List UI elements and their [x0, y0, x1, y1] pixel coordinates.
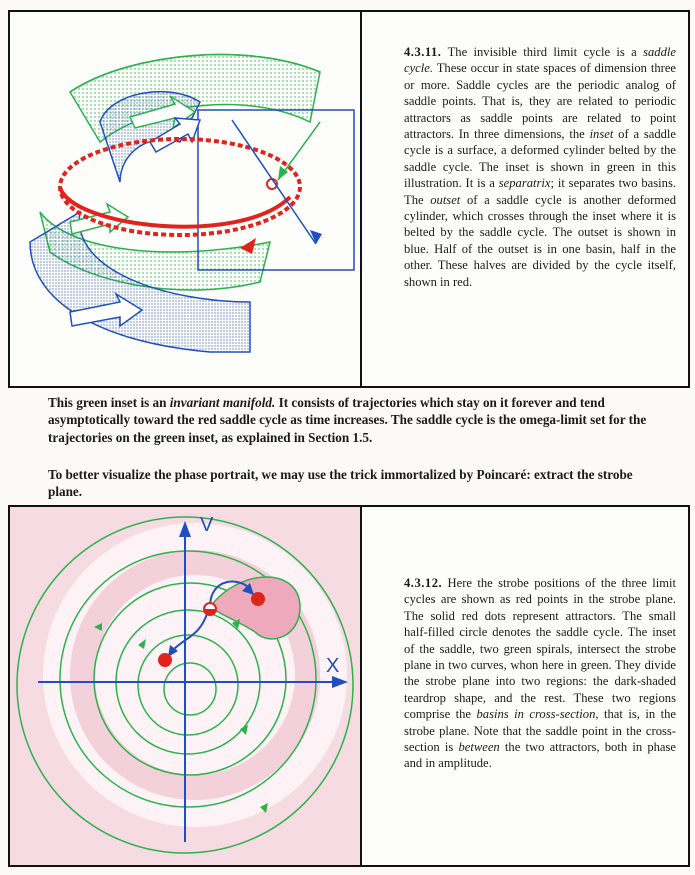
- attractor-lower: [158, 653, 172, 667]
- text-run: This green inset is an: [48, 395, 170, 410]
- figure-label: 4.3.11.: [404, 45, 442, 59]
- figure-4-3-12-panel: [8, 505, 690, 867]
- saddle-cycle-drawing: [10, 12, 360, 386]
- caption-text: [404, 45, 676, 289]
- strobe-plane-drawing: [10, 507, 360, 865]
- text-run: saddle cycle.: [404, 45, 676, 76]
- figure-4-3-11-caption: [404, 44, 676, 290]
- saddle-cycle-illustration: [10, 12, 362, 386]
- figure-label: 4.3.12.: [404, 576, 443, 590]
- text-run: basins in cross-section,: [476, 707, 599, 722]
- text-run: that is, in the strobe plane. Note that the saddle point in the cross-section is: [404, 707, 676, 755]
- text-run: of a saddle cycle is a surface, a deformed cylinder belted by the saddle cycle. The inset is shown in green in this illustration. It is a: [404, 127, 677, 191]
- text-run: These occur in state spaces of dimension three or more. Saddle cycles are the periodic analog of saddle points. That is, they are related to periodic attractors as saddle points are related to point attractors. In three dimensions, the: [404, 61, 676, 142]
- text-run: The invisible third limit cycle is a: [447, 45, 644, 59]
- body-paragraph-invariant-manifold: [48, 394, 660, 446]
- body-paragraph-strobe-plane: [48, 466, 660, 501]
- text-run: the two attractors, both in phase and in amplitude.: [404, 740, 676, 771]
- caption-text: [404, 576, 676, 770]
- text-run: Here the strobe positions of the three limit cycles are shown as red points in the strobe plane. The solid red dots represent attractors. The small half-filled circle denotes the saddle cycle. The inset of the saddle, two green spirals, intersect the strobe plane in two curves, whon here in green. They divide the strobe plane into two regions: the dark-shaded teardrop shape, and the rest. These two regions comprise the: [404, 576, 676, 722]
- figure-4-3-11-panel: [8, 10, 690, 388]
- text-run: of a saddle cycle is another deformed cylinder, which crosses through the inset where it is belted by the saddle cycle. The outset is shown in blue. Half of the outset is in one basin, half in the other. These halves are divided by the cycle itself, shown in red.: [404, 192, 676, 289]
- text-run: invariant manifold.: [169, 395, 276, 410]
- text-run: between: [458, 740, 500, 755]
- axis-label-v: V: [200, 514, 214, 536]
- text-run: It consists of trajectories which stay on it forever and tend asymptotically toward the red saddle cycle as time increases. The saddle cycle is the omega-limit set for the trajectories on the green inset, as explained in Section 1.5.: [48, 395, 647, 445]
- text-run: ; it separates two basins. The: [404, 176, 677, 207]
- text-run: outset: [430, 192, 461, 207]
- figure-4-3-12-caption: [404, 575, 676, 772]
- blue-plane: [198, 110, 354, 270]
- axis-label-x: X: [326, 655, 340, 677]
- text-run: separatrix: [498, 176, 551, 191]
- attractor-upper: [251, 592, 265, 606]
- strobe-plane-illustration: [10, 507, 362, 865]
- text-run: To better visualize the phase portrait, we may use the trick immortalized by Poincaré: extract the strobe plane.: [48, 467, 633, 500]
- text-run: inset: [589, 127, 614, 142]
